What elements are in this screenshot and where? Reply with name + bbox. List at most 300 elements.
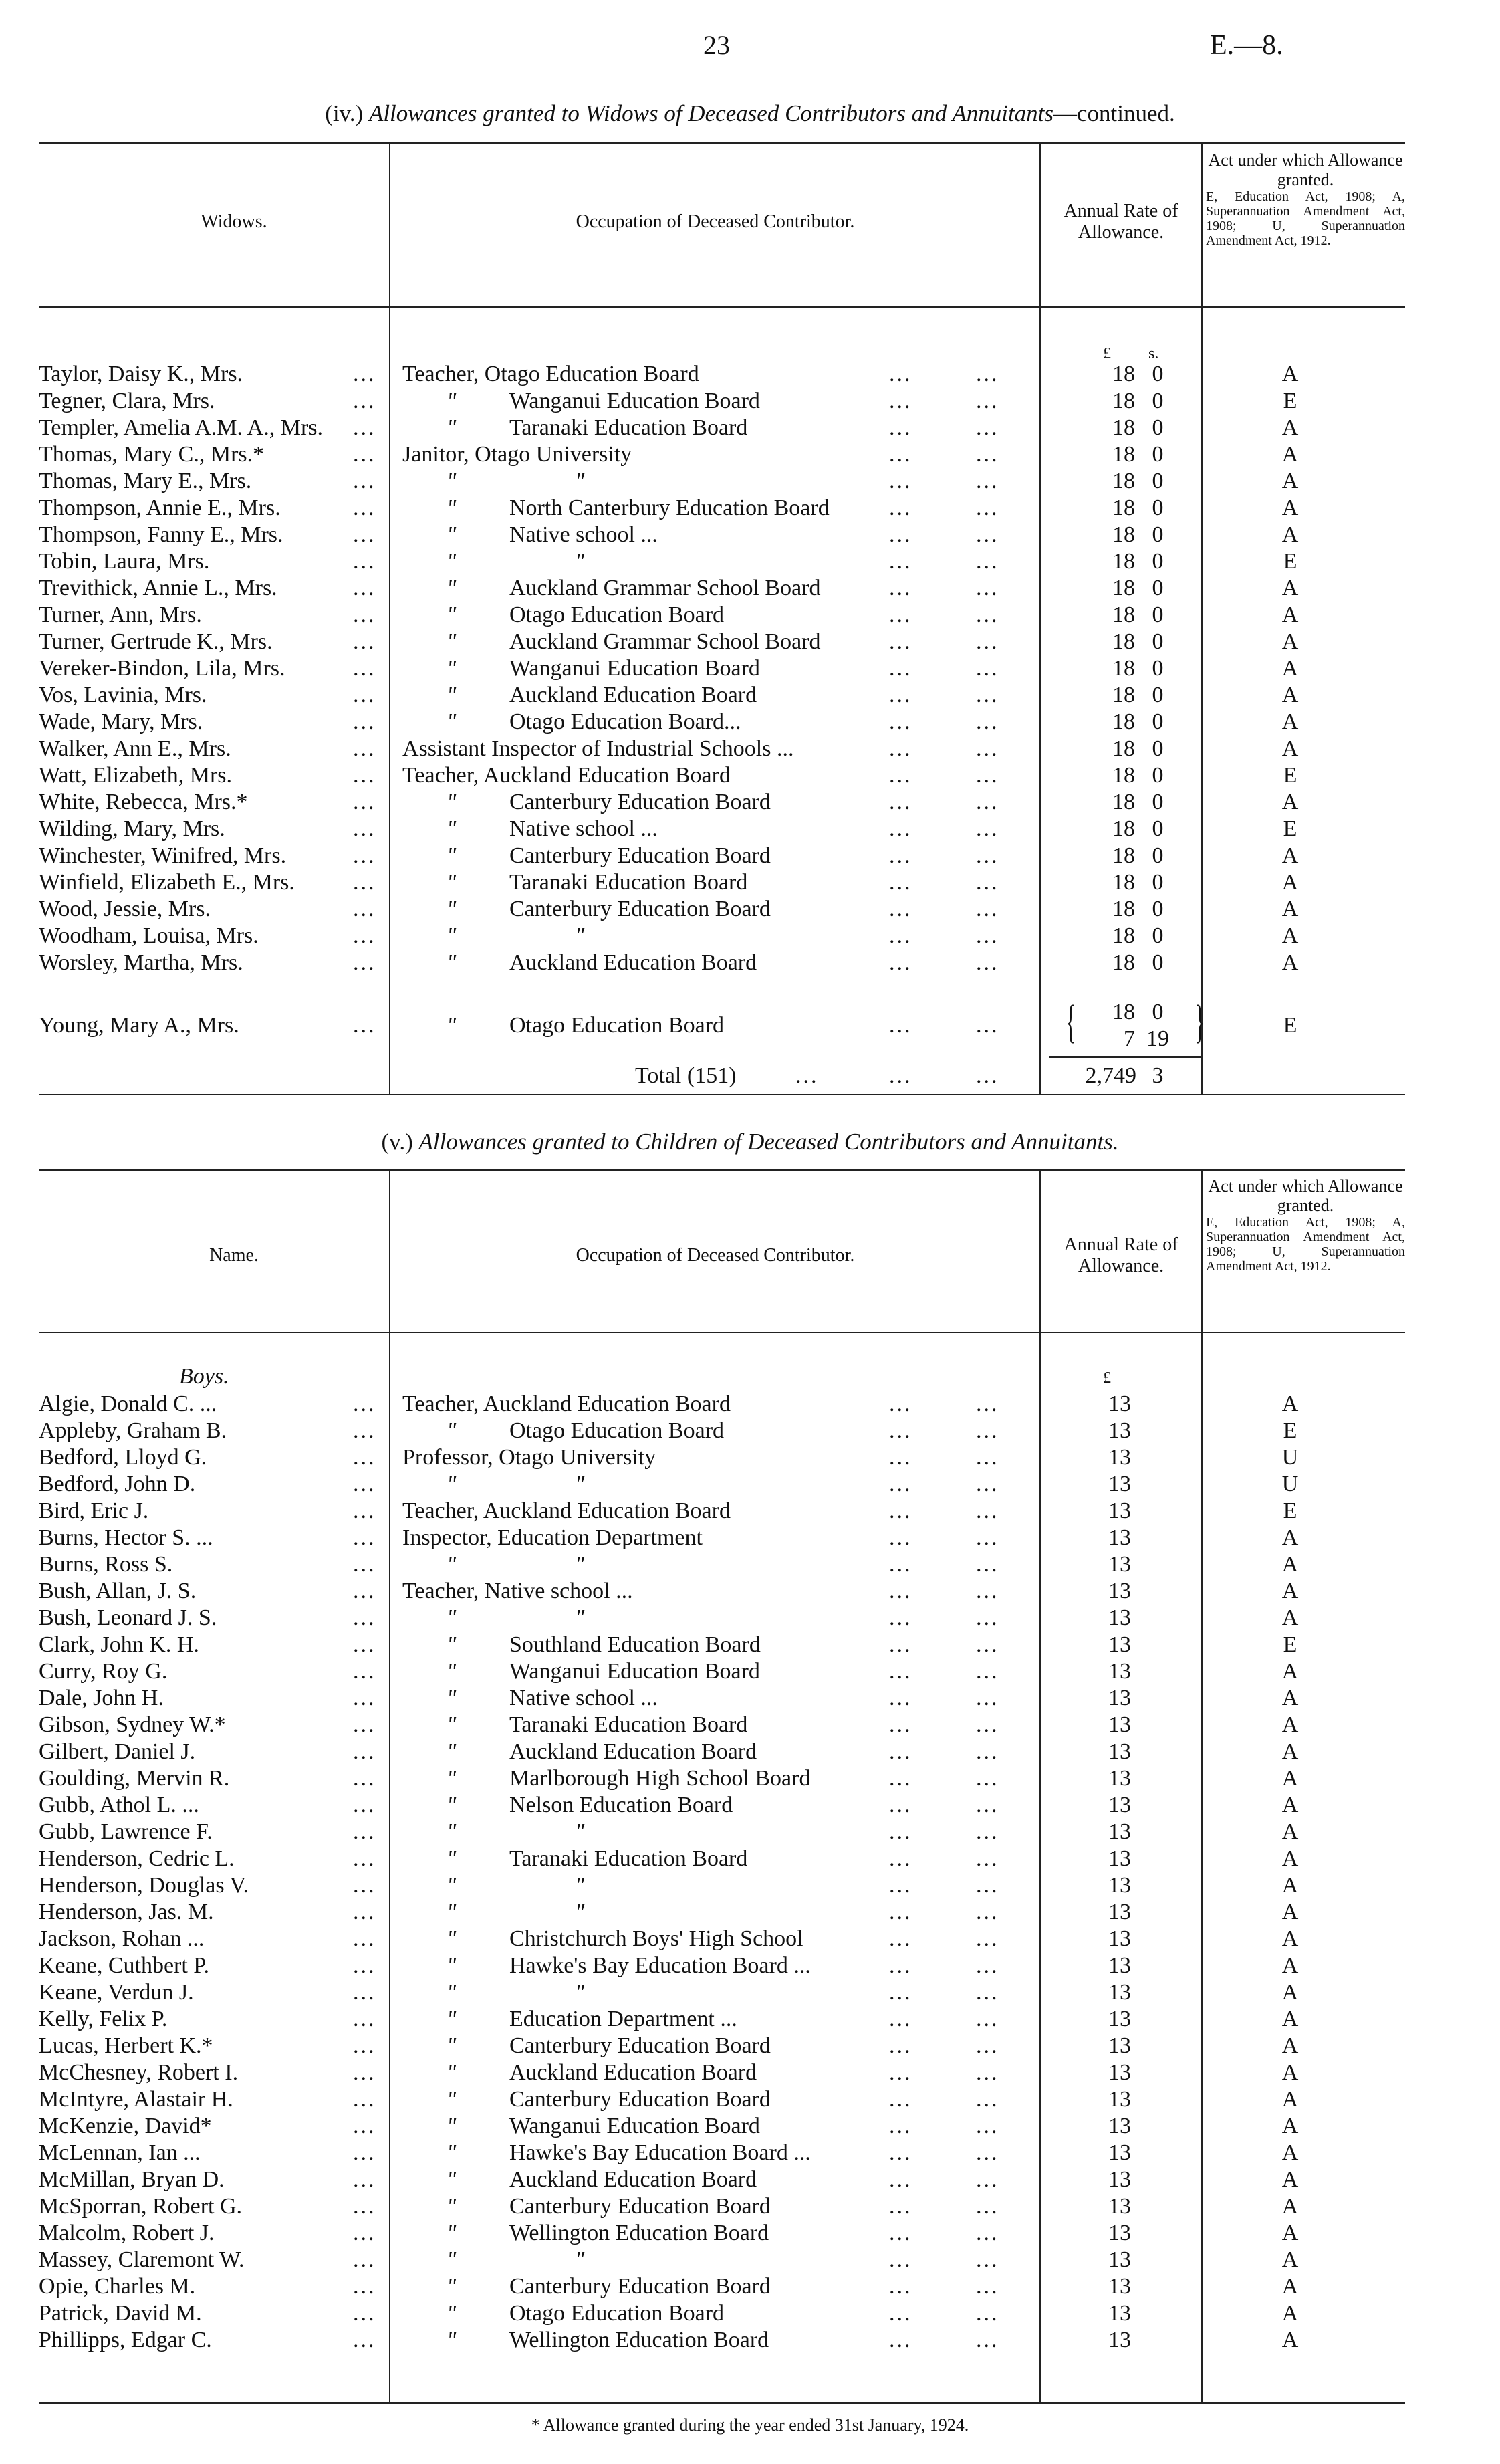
leader-dots: ...	[353, 2114, 376, 2138]
rate-pounds: 18	[1112, 950, 1135, 975]
child-name: Goulding, Mervin R.	[39, 1766, 230, 1791]
leader-dots: ...	[889, 1712, 912, 1737]
table-row	[0, 1685, 1500, 1712]
occupation: Auckland Education Board	[509, 1739, 757, 1764]
leader-dots: ...	[353, 549, 376, 574]
act-code: A	[1281, 1926, 1299, 1951]
leader-dots: ...	[353, 1632, 376, 1657]
leader-dots: ...	[976, 1712, 999, 1737]
page-number: 23	[703, 30, 730, 60]
rate-shillings: 0	[1152, 495, 1164, 520]
leader-dots: ...	[976, 1953, 999, 1978]
leader-dots: ...	[976, 736, 999, 761]
leader-dots: ...	[976, 549, 999, 574]
leader-dots: ...	[976, 442, 999, 467]
rate-pounds: 18	[1112, 790, 1135, 814]
leader-dots: ...	[889, 1552, 912, 1577]
act-code: A	[1281, 843, 1299, 868]
table-row	[0, 388, 1500, 415]
table-row	[0, 2273, 1500, 2300]
ditto-mark: "	[447, 602, 457, 627]
occupation: Native school ...	[509, 522, 658, 547]
leader-dots: ...	[889, 1013, 912, 1038]
rate-pounds: 18	[1112, 522, 1135, 547]
leader-dots: ...	[976, 2007, 999, 2031]
section-iv-header-rule	[39, 306, 1405, 308]
total-shillings: 3	[1152, 1063, 1164, 1088]
act-code: A	[1281, 1605, 1299, 1630]
rate-pounds: 18	[1112, 843, 1135, 868]
rate-pounds: 13	[1108, 1525, 1131, 1550]
section-iv-top-rule	[39, 142, 1405, 144]
occupation: Auckland Grammar School Board	[509, 576, 821, 600]
leader-dots: ...	[976, 362, 999, 386]
act-code: A	[1281, 415, 1299, 440]
leader-dots: ...	[976, 1525, 999, 1550]
leader-dots: ...	[889, 870, 912, 895]
rate-pounds: 13	[1108, 2194, 1131, 2219]
ditto-mark: "	[447, 1605, 457, 1630]
total-top-rule	[1049, 1056, 1201, 1058]
leader-dots: ...	[976, 656, 999, 681]
leader-dots: ...	[976, 1605, 999, 1630]
ditto-mark: "	[447, 2114, 457, 2138]
occupation: Janitor, Otago University	[402, 442, 632, 467]
child-name: Gilbert, Daniel J.	[39, 1739, 196, 1764]
rate-pounds: 13	[1108, 1472, 1131, 1496]
ditto-mark: "	[447, 2140, 457, 2165]
rate-pounds: 18	[1112, 870, 1135, 895]
child-name: Burns, Ross S.	[39, 1552, 173, 1577]
act-code: A	[1281, 2221, 1299, 2245]
table-row	[0, 2166, 1500, 2193]
leader-dots: ...	[889, 1926, 912, 1951]
ditto-mark: "	[447, 1659, 457, 1684]
act-code: A	[1281, 870, 1299, 895]
rate-shillings: 0	[1152, 1000, 1164, 1024]
occupation: Otago Education Board	[509, 602, 725, 627]
rate-pounds: 13	[1108, 1552, 1131, 1577]
leader-dots: ...	[976, 897, 999, 921]
shilling-unit: s.	[1148, 345, 1159, 362]
leader-dots: ...	[353, 709, 376, 734]
table-row	[0, 923, 1500, 949]
leader-dots: ...	[353, 1953, 376, 1978]
rate-pounds: 13	[1108, 2301, 1131, 2326]
occupation: Native school ...	[509, 816, 658, 841]
rate-pounds: 13	[1108, 1900, 1131, 1924]
leader-dots: ...	[353, 1472, 376, 1496]
leader-dots: ...	[353, 2167, 376, 2192]
rate-pounds: 13	[1108, 1846, 1131, 1871]
leader-dots: ...	[976, 2114, 999, 2138]
ditto-mark: "	[575, 469, 585, 493]
leader-dots: ...	[976, 2328, 999, 2352]
leader-dots: ...	[353, 683, 376, 707]
ditto-mark: "	[575, 923, 585, 948]
ditto-mark: "	[447, 2033, 457, 2058]
pound-unit: £	[1103, 345, 1111, 362]
leader-dots: ...	[889, 362, 912, 386]
ditto-mark: "	[447, 2247, 457, 2272]
leader-dots: ...	[976, 709, 999, 734]
act-code: U	[1281, 1472, 1299, 1496]
act-code: A	[1281, 656, 1299, 681]
table-row	[0, 682, 1500, 709]
ditto-mark: "	[575, 1873, 585, 1898]
table-row	[0, 1578, 1500, 1605]
ditto-mark: "	[447, 629, 457, 654]
leader-dots: ...	[889, 388, 912, 413]
act-code: E	[1283, 1498, 1297, 1523]
rate-shillings: 0	[1152, 683, 1164, 707]
ditto-mark: "	[447, 790, 457, 814]
leader-dots: ...	[976, 1472, 999, 1496]
leader-dots: ...	[976, 2221, 999, 2245]
leader-dots: ...	[976, 388, 999, 413]
table-row	[0, 2193, 1500, 2220]
rate-pounds: 18	[1112, 495, 1135, 520]
leader-dots: ...	[889, 576, 912, 600]
leader-dots: ...	[976, 1980, 999, 2005]
table-row	[0, 1845, 1500, 1872]
table-row	[0, 1632, 1500, 1658]
occupation: Auckland Education Board	[509, 2060, 757, 2085]
table-row	[0, 1605, 1500, 1632]
rate-pounds: 13	[1108, 1793, 1131, 1817]
rate-pounds: 18	[1112, 362, 1135, 386]
rate-pounds: 13	[1108, 1819, 1131, 1844]
col-header-act: Act under which Allowance granted. E, Education Act, 1908; A, Superannuation Amendment Act, 1908; U, Superannuation Amendment Act, 1912.	[1206, 150, 1405, 249]
occupation: Taranaki Education Board	[509, 415, 748, 440]
occupation: Professor, Otago University	[402, 1445, 656, 1470]
child-name: Bedford, John D.	[39, 1472, 196, 1496]
ditto-mark: "	[447, 870, 457, 895]
table-row	[0, 1899, 1500, 1926]
table-row	[0, 629, 1500, 655]
rate-pounds: 13	[1108, 1391, 1131, 1416]
leader-dots: ...	[976, 2301, 999, 2326]
act-code: A	[1281, 2033, 1299, 2058]
leader-dots: ...	[353, 763, 376, 788]
act-code: A	[1281, 2114, 1299, 2138]
child-name: Bush, Leonard J. S.	[39, 1605, 217, 1630]
leader-dots: ...	[889, 442, 912, 467]
table-row	[0, 2113, 1500, 2140]
leader-dots: ...	[976, 1498, 999, 1523]
ditto-mark: "	[447, 923, 457, 948]
leader-dots: ...	[976, 415, 999, 440]
leader-dots: ...	[353, 843, 376, 868]
leader-dots: ...	[353, 923, 376, 948]
act-code: A	[1281, 923, 1299, 948]
rate-pounds: 18	[1112, 897, 1135, 921]
occupation: Wellington Education Board	[509, 2221, 769, 2245]
ditto-mark: "	[447, 1686, 457, 1710]
occupation: Canterbury Education Board	[509, 2087, 771, 2112]
occupation: Auckland Education Board	[509, 683, 757, 707]
table-row	[0, 415, 1500, 441]
leader-dots: ...	[889, 629, 912, 654]
leader-dots: ...	[889, 522, 912, 547]
rate-shillings: 0	[1152, 549, 1164, 574]
leader-dots: ...	[353, 1739, 376, 1764]
rate-pounds: 18	[1112, 763, 1135, 788]
table-row	[0, 1792, 1500, 1819]
leader-dots: ...	[889, 1391, 912, 1416]
table-row	[0, 602, 1500, 629]
act-code: A	[1281, 1391, 1299, 1416]
rate-pounds: 18	[1112, 629, 1135, 654]
table-row	[0, 2220, 1500, 2247]
ditto-mark: "	[447, 469, 457, 493]
leader-dots: ...	[889, 1445, 912, 1470]
table-row	[0, 869, 1500, 896]
leader-dots: ...	[353, 1579, 376, 1603]
rate-pounds: 18	[1112, 415, 1135, 440]
act-code: A	[1281, 1766, 1299, 1791]
act-code: A	[1281, 1793, 1299, 1817]
rate-pounds: 18	[1112, 576, 1135, 600]
rate-shillings: 0	[1152, 709, 1164, 734]
rate-pounds: 13	[1108, 2087, 1131, 2112]
leader-dots: ...	[889, 816, 912, 841]
leader-dots: ...	[889, 2114, 912, 2138]
leader-dots: ...	[976, 1632, 999, 1657]
rate-shillings: 0	[1152, 950, 1164, 975]
occupation: Marlborough High School Board	[509, 1766, 811, 1791]
act-code: E	[1283, 388, 1297, 413]
widow-name: Trevithick, Annie L., Mrs.	[39, 576, 277, 600]
rate-pounds: 13	[1108, 2221, 1131, 2245]
leader-dots: ...	[353, 1926, 376, 1951]
widow-name: Winchester, Winifred, Mrs.	[39, 843, 287, 868]
ditto-mark: "	[447, 1900, 457, 1924]
leader-dots: ...	[795, 1063, 819, 1088]
rate-pounds: 13	[1108, 1445, 1131, 1470]
occupation: Otago Education Board...	[509, 709, 741, 734]
leader-dots: ...	[353, 1445, 376, 1470]
leader-dots: ...	[976, 1659, 999, 1684]
leader-dots: ...	[353, 2194, 376, 2219]
col-header-occupation: Occupation of Deceased Contributor.	[576, 211, 855, 232]
child-name: Gubb, Athol L. ...	[39, 1793, 199, 1817]
table-row	[0, 2059, 1500, 2086]
leader-dots: ...	[889, 1793, 912, 1817]
table-row	[0, 2033, 1500, 2059]
occupation: Canterbury Education Board	[509, 2033, 771, 2058]
leader-dots: ...	[353, 1980, 376, 2005]
occupation: Wanganui Education Board	[509, 388, 760, 413]
leader-dots: ...	[353, 1793, 376, 1817]
ditto-mark: "	[447, 1846, 457, 1871]
child-name: Phillipps, Edgar C.	[39, 2328, 212, 2352]
leader-dots: ...	[976, 1819, 999, 1844]
leader-dots: ...	[353, 1819, 376, 1844]
occupation: Christchurch Boys' High School	[509, 1926, 803, 1951]
leader-dots: ...	[353, 2087, 376, 2112]
occupation: Wellington Education Board	[509, 2328, 769, 2352]
leader-dots: ...	[889, 1900, 912, 1924]
rate-shillings: 0	[1152, 790, 1164, 814]
occupation: Wanganui Education Board	[509, 1659, 760, 1684]
leader-dots: ...	[889, 2060, 912, 2085]
ditto-mark: "	[447, 656, 457, 681]
leader-dots: ...	[976, 629, 999, 654]
rate-pounds: 13	[1108, 2140, 1131, 2165]
rate-pounds: 18	[1112, 388, 1135, 413]
page-header	[0, 29, 1500, 70]
table-row	[0, 2140, 1500, 2166]
occupation: Wanganui Education Board	[509, 656, 760, 681]
leader-dots: ...	[976, 2167, 999, 2192]
leader-dots: ...	[976, 1900, 999, 1924]
rate-pounds: 13	[1108, 1712, 1131, 1737]
leader-dots: ...	[353, 790, 376, 814]
ditto-mark: "	[447, 843, 457, 868]
act-code: A	[1281, 683, 1299, 707]
leader-dots: ...	[353, 1686, 376, 1710]
act-code: A	[1281, 1980, 1299, 2005]
act-code: A	[1281, 1659, 1299, 1684]
table-row	[0, 361, 1500, 388]
widow-name: Young, Mary A., Mrs.	[39, 1013, 239, 1038]
occupation: Hawke's Bay Education Board ...	[509, 2140, 811, 2165]
occupation: Inspector, Education Department	[402, 1525, 703, 1550]
table-row	[0, 709, 1500, 736]
ditto-mark: "	[447, 1793, 457, 1817]
section-v-bottom-rule	[39, 2402, 1405, 2404]
act-code: A	[1281, 736, 1299, 761]
ditto-mark: "	[447, 1926, 457, 1951]
leader-dots: ...	[353, 629, 376, 654]
rate-shillings: 0	[1152, 763, 1164, 788]
act-code: A	[1281, 2301, 1299, 2326]
leader-dots: ...	[889, 415, 912, 440]
act-code: A	[1281, 1739, 1299, 1764]
leader-dots: ...	[889, 495, 912, 520]
leader-dots: ...	[353, 2033, 376, 2058]
act-code: A	[1281, 469, 1299, 493]
occupation: Teacher, Auckland Education Board	[402, 763, 731, 788]
table-row	[0, 996, 1500, 1052]
act-code: A	[1281, 2167, 1299, 2192]
leader-dots: ...	[889, 656, 912, 681]
table-row	[0, 1525, 1500, 1551]
occupation: Teacher, Auckland Education Board	[402, 1391, 731, 1416]
rate-shillings: 0	[1152, 897, 1164, 921]
act-code: A	[1281, 2194, 1299, 2219]
ditto-mark: "	[447, 1953, 457, 1978]
ditto-mark: "	[447, 1552, 457, 1577]
table-row	[0, 1391, 1500, 1418]
occupation: Wanganui Education Board	[509, 2114, 760, 2138]
leader-dots: ...	[889, 2301, 912, 2326]
rate-shillings: 0	[1152, 576, 1164, 600]
leader-dots: ...	[889, 1525, 912, 1550]
leader-dots: ...	[889, 469, 912, 493]
leader-dots: ...	[976, 602, 999, 627]
rate-pounds: 13	[1108, 2274, 1131, 2299]
col-header-rate: Annual Rate of Allowance.	[1064, 201, 1178, 243]
rate-pounds: 13	[1108, 1498, 1131, 1523]
leader-dots: ...	[976, 2274, 999, 2299]
total-label: Total (151)	[635, 1063, 737, 1088]
table-row	[0, 2247, 1500, 2273]
ditto-mark: "	[447, 1013, 457, 1038]
ditto-mark: "	[575, 2247, 585, 2272]
leader-dots: ...	[889, 1659, 912, 1684]
ditto-mark: "	[447, 1632, 457, 1657]
rate-pounds: 13	[1108, 2033, 1131, 2058]
leader-dots: ...	[976, 1552, 999, 1577]
rate-shillings: 0	[1152, 388, 1164, 413]
ditto-mark: "	[447, 2194, 457, 2219]
leader-dots: ...	[353, 1900, 376, 1924]
occupation: Auckland Grammar School Board	[509, 629, 821, 654]
rate-shillings: 0	[1152, 870, 1164, 895]
child-name: Burns, Hector S. ...	[39, 1525, 213, 1550]
occupation: Canterbury Education Board	[509, 790, 771, 814]
table-row	[0, 816, 1500, 843]
act-code: E	[1283, 549, 1297, 574]
leader-dots: ...	[889, 1766, 912, 1791]
leader-dots: ...	[889, 1686, 912, 1710]
leader-dots: ...	[889, 790, 912, 814]
leader-dots: ...	[976, 1391, 999, 1416]
ditto-mark: "	[447, 1472, 457, 1496]
leader-dots: ...	[976, 576, 999, 600]
child-name: Lucas, Herbert K.*	[39, 2033, 213, 2058]
act-code: A	[1281, 362, 1299, 386]
act-code: A	[1281, 897, 1299, 921]
rate-pounds: 13	[1108, 1632, 1131, 1657]
act-code: A	[1281, 950, 1299, 975]
child-name: Keane, Cuthbert P.	[39, 1953, 209, 1978]
widow-name: Tobin, Laura, Mrs.	[39, 549, 210, 574]
rate-shillings: 0	[1152, 816, 1164, 841]
ditto-mark: "	[447, 2274, 457, 2299]
leader-dots: ...	[976, 870, 999, 895]
occupation: Auckland Education Board	[509, 950, 757, 975]
widow-name: Wade, Mary, Mrs.	[39, 709, 203, 734]
widow-name: Vos, Lavinia, Mrs.	[39, 683, 207, 707]
act-code: A	[1281, 1525, 1299, 1550]
child-name: McIntyre, Alastair H.	[39, 2087, 233, 2112]
rate-pounds: 13	[1108, 1980, 1131, 2005]
leader-dots: ...	[889, 2140, 912, 2165]
rate-pounds: 13	[1108, 2167, 1131, 2192]
ditto-mark: "	[447, 2087, 457, 2112]
rate-shillings: 0	[1152, 442, 1164, 467]
leader-dots: ...	[353, 816, 376, 841]
leader-dots: ...	[353, 362, 376, 386]
leader-dots: ...	[353, 2140, 376, 2165]
ditto-mark: "	[447, 950, 457, 975]
occupation: Hawke's Bay Education Board ...	[509, 1953, 811, 1978]
occupation: Teacher, Auckland Education Board	[402, 1498, 731, 1523]
ditto-mark: "	[447, 2221, 457, 2245]
ditto-mark: "	[447, 1739, 457, 1764]
act-code: U	[1281, 1445, 1299, 1470]
occupation: Teacher, Otago Education Board	[402, 362, 699, 386]
leader-dots: ...	[976, 843, 999, 868]
act-code: A	[1281, 495, 1299, 520]
pound-unit: £	[1103, 1369, 1111, 1387]
ditto-mark: "	[447, 522, 457, 547]
footnote: * Allowance granted during the year ended 31st January, 1924.	[531, 2415, 969, 2435]
leader-dots: ...	[353, 870, 376, 895]
